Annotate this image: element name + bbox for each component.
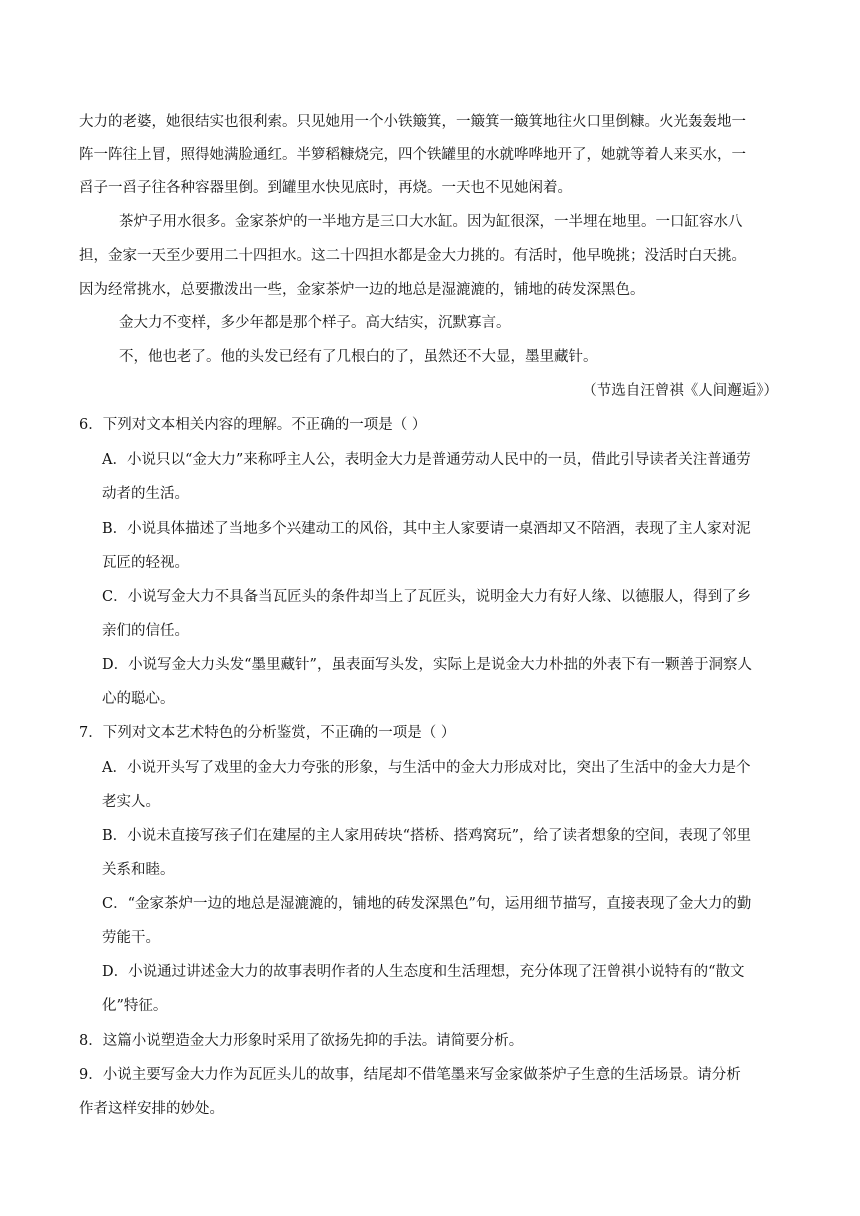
question-7-stem: 7．下列对文本艺术特色的分析鉴赏，不正确的一项是（ ）	[79, 725, 456, 741]
question-7-option-b-cont: 关系和睦。	[102, 862, 175, 878]
question-6-stem: 6．下列对文本相关内容的理解。不正确的一项是（ ）	[79, 417, 427, 433]
passage-line: 因为经常挑水，总要撒泼出一些，金家茶炉一边的地总是湿漉漉的，铺地的砖发深黑色。	[79, 282, 645, 298]
passage-line: 金大力不变样，多少年都是那个样子。高大结实，沉默寡言。	[119, 315, 511, 331]
passage-line: 大力的老婆，她很结实也很利索。只见她用一个小铁簸箕，一簸箕一簸箕地往火口里倒糠。火光轰轰地一	[79, 114, 746, 130]
question-7-option-a: A．小说开头写了戏里的金大力夸张的形象，与生活中的金大力形成对比，突出了生活中的金大力是个	[102, 760, 751, 776]
question-8-stem: 8．这篇小说塑造金大力形象时采用了欲扬先抑的手法。请简要分析。	[79, 1033, 524, 1049]
passage-line: 担，金家一天至少要用二十四担水。这二十四担水都是金大力挑的。有活时，他早晚挑；没活时白天挑。	[79, 248, 746, 264]
question-7-option-c-cont: 劳能干。	[102, 930, 160, 946]
question-9-stem-cont: 作者这样安排的妙处。	[79, 1101, 224, 1117]
question-6-option-b-cont: 瓦匠的轻视。	[102, 555, 189, 571]
question-6-option-c-cont: 亲们的信任。	[102, 623, 189, 639]
question-7-option-d-cont: 化”特征。	[102, 998, 168, 1014]
passage-line: 不，他也老了。他的头发已经有了几根白的了，虽然还不大显，墨里藏针。	[119, 349, 598, 365]
passage-line: 舀子一舀子往各种容器里倒。到罐里水快见底时，再烧。一天也不见她闲着。	[79, 180, 572, 196]
passage-line: 阵一阵往上冒，照得她满脸通红。半箩稻糠烧完，四个铁罐里的水就哗哗地开了，她就等着人来买水，一	[79, 147, 746, 163]
question-6-option-d-cont: 心的聪心。	[102, 691, 175, 707]
question-6-option-a: A．小说只以“金大力”来称呼主人公，表明金大力是普通劳动人民中的一员，借此引导读者关注普通劳	[102, 452, 751, 468]
question-7-option-c: C．“金家茶炉一边的地总是湿漉漉的，铺地的砖发深黑色”句，运用细节描写，直接表现了金大力的勤	[102, 896, 752, 912]
question-6-option-c: C．小说写金大力不具备当瓦匠头的条件却当上了瓦匠头，说明金大力有好人缘、以德服人，得到了乡	[102, 589, 752, 605]
question-6-option-a-cont: 动者的生活。	[102, 486, 189, 502]
passage-line: 茶炉子用水很多。金家茶炉的一半地方是三口大水缸。因为缸很深，一半埋在地里。一口缸容水八	[119, 214, 743, 230]
question-7-option-b: B．小说未直接写孩子们在建屋的主人家用砖块“搭桥、搭鸡窝玩”，给了读者想象的空间，表现了邻里	[102, 828, 751, 844]
question-7-option-d: D．小说通过讲述金大力的故事表明作者的人生态度和生活理想，充分体现了汪曾祺小说特有的“散文	[102, 964, 745, 980]
source-citation: （节选自汪曾祺《人间邂逅》）	[582, 383, 778, 399]
question-6-option-b: B．小说具体描述了当地多个兴建动工的风俗，其中主人家要请一桌酒却又不陪酒，表现了主人家对泥	[102, 521, 751, 537]
question-6-option-d: D．小说写金大力头发“墨里藏针”，虽表面写头发，实际上是说金大力朴拙的外表下有一颗善于洞察人	[102, 657, 752, 673]
question-7-option-a-cont: 老实人。	[102, 794, 160, 810]
question-9-stem: 9．小说主要写金大力作为瓦匠头儿的故事，结尾却不借笔墨来写金家做茶炉子生意的生活场景。请分析	[79, 1067, 741, 1083]
